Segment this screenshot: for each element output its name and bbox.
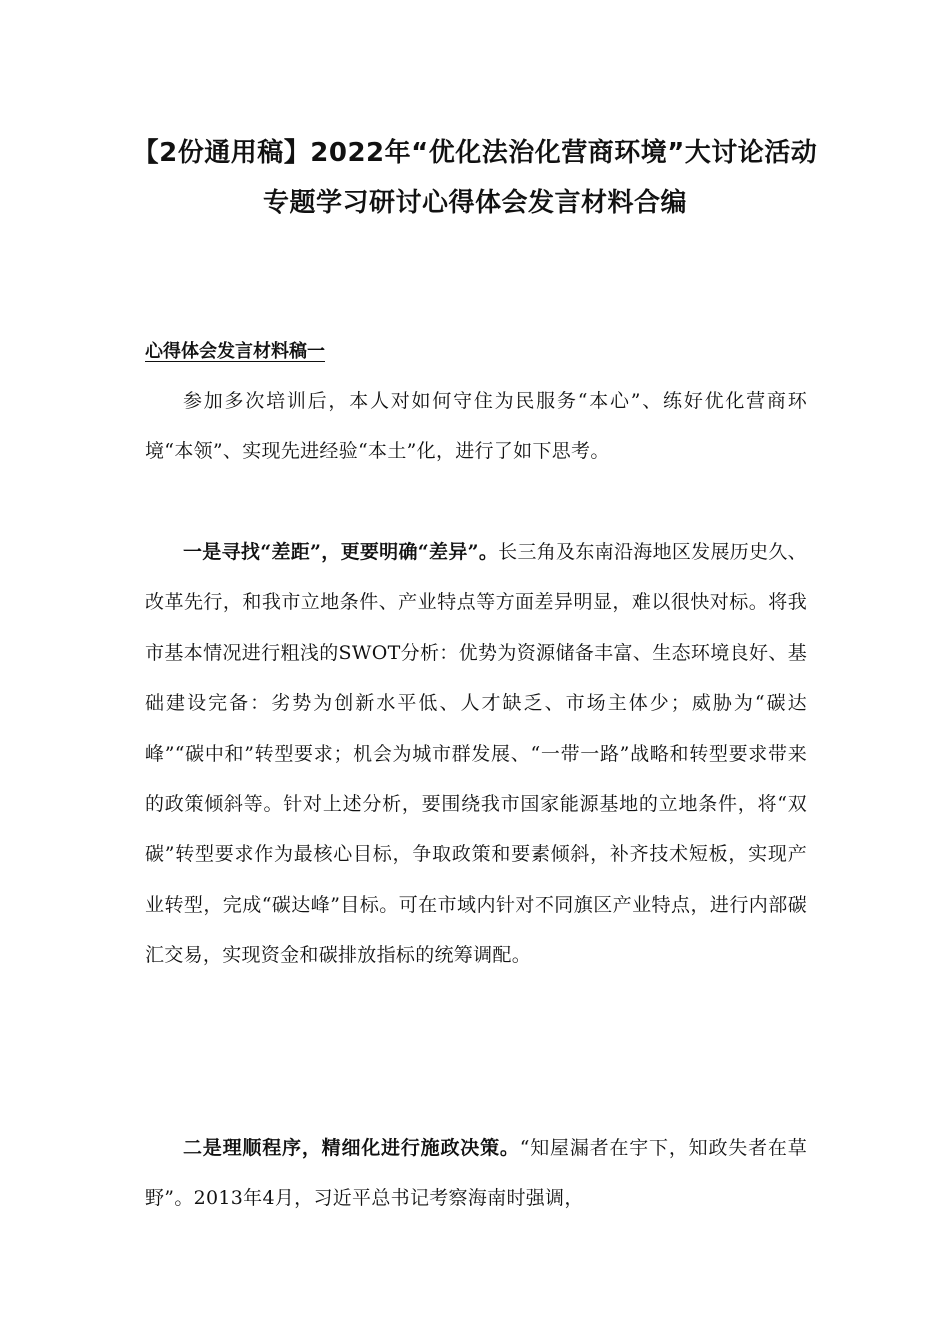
paragraph-text: 长三角及东南沿海地区发展历史久、改革先行，和我市立地条件、产业特点等方面差异明显，难以很快对标。将我市基本情况进行粗浅的SWOT分析：优势为资源储备丰富、生态环境良好、基础建设完备：劣势为创新水平低、人才缺乏、市场主体少；威胁为“碳达峰”“碳中和”转型要求；机会为城市群发展、“一带一路”战略和转型要求带来的政策倾斜等。针对上述分析，要围绕我市国家能源基地的立地条件，将“双碳”转型要求作为最核心目标，争取政策和要素倾斜，补齐技术短板，实现产业转型，完成“碳达峰”目标。可在市域内针对不同旗区产业特点，进行内部碳汇交易，实现资金和碳排放指标的统筹调配。 (145, 541, 807, 967)
paragraph-lead: 二是理顺程序，精细化进行施政决策。 (183, 1137, 520, 1159)
paragraph-point-two (145, 1123, 807, 1224)
paragraph-text: 参加多次培训后，本人对如何守住为民服务“本心”、练好优化营商环境“本领”、实现先进经验“本土”化，进行了如下思考。 (145, 390, 807, 463)
paragraph-text: “知屋漏者在宇下，知政失者在草野”。2013年4月，习近平总书记考察海南时强调， (145, 1137, 807, 1210)
paragraph-point-one (145, 527, 807, 981)
paragraph-lead: 一是寻找“差距”，更要明确“差异”。 (183, 541, 499, 563)
document-title: 【2份通用稿】2022年“优化法治化营商环境”大讨论活动专题学习研讨心得体会发言材料合编 (132, 138, 818, 218)
paragraph-intro (145, 376, 807, 477)
section-heading: 心得体会发言材料稿一 (145, 341, 325, 362)
